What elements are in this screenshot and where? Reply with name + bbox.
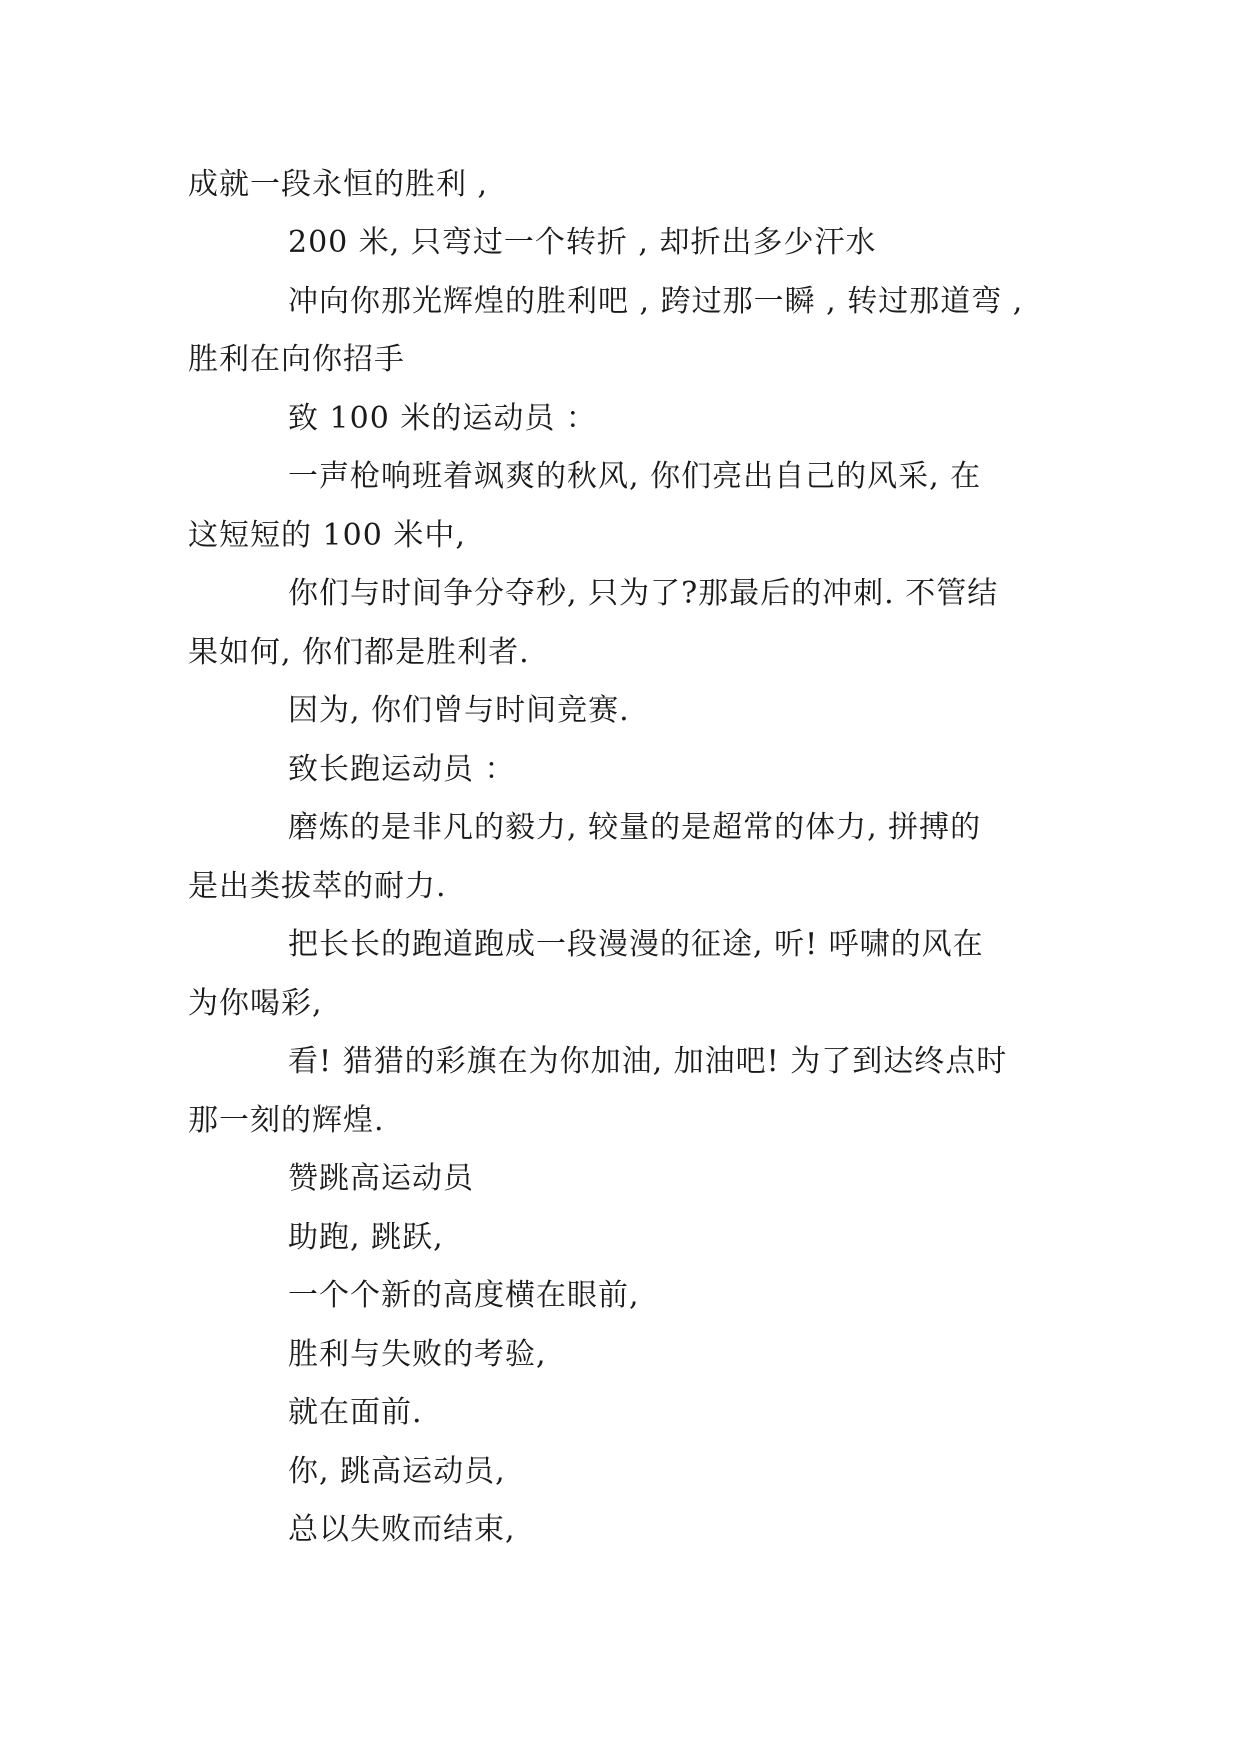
text-line-8: 你们与时间争分夺秒, 只为了?那最后的冲刺. 不管结	[288, 576, 999, 611]
text-line-14: 把长长的跑道跑成一段漫漫的征途, 听! 呼啸的风在	[288, 927, 984, 962]
text-line-4: 胜利在向你招手	[188, 342, 405, 377]
text-line-9: 果如何, 你们都是胜利者.	[188, 634, 530, 670]
text-line-17: 那一刻的辉煌.	[188, 1102, 385, 1138]
text-line-2: 200 米, 只弯过一个转折 , 却折出多少汗水	[288, 225, 877, 260]
section-heading-100m: 致 100 米的运动员 ：	[288, 400, 597, 436]
text-line-24: 总以失败而结束,	[288, 1512, 516, 1547]
text-line-20: 一个个新的高度横在眼前,	[288, 1278, 640, 1313]
text-line-6: 一声枪响班着飒爽的秋风, 你们亮出自己的风采, 在	[288, 459, 982, 494]
section-heading-long-distance: 致长跑运动员 ：	[288, 751, 516, 787]
text-line-22: 就在面前.	[288, 1395, 423, 1430]
text-line-16: 看! 猎猎的彩旗在为你加油, 加油吧! 为了到达终点时	[288, 1044, 1008, 1079]
text-line-12: 磨炼的是非凡的毅力, 较量的是超常的体力, 拼搏的	[288, 810, 982, 845]
text-line-13: 是出类拔萃的耐力.	[188, 868, 447, 904]
text-line-21: 胜利与失败的考验,	[288, 1336, 547, 1372]
body-text	[188, 156, 1098, 1560]
text-line-7: 这短短的 100 米中,	[188, 517, 466, 553]
text-line-19: 助跑, 跳跃,	[288, 1219, 444, 1255]
text-line-3: 冲向你那光辉煌的胜利吧 , 跨过那一瞬 , 转过那道弯 ,	[288, 283, 1024, 319]
text-line-1: 成就一段永恒的胜利 ,	[188, 166, 489, 202]
section-heading-high-jump: 赞跳高运动员	[288, 1161, 474, 1196]
text-line-23: 你, 跳高运动员,	[288, 1453, 506, 1489]
text-line-15: 为你喝彩,	[188, 985, 323, 1021]
text-line-10: 因为, 你们曾与时间竞赛.	[288, 693, 630, 728]
